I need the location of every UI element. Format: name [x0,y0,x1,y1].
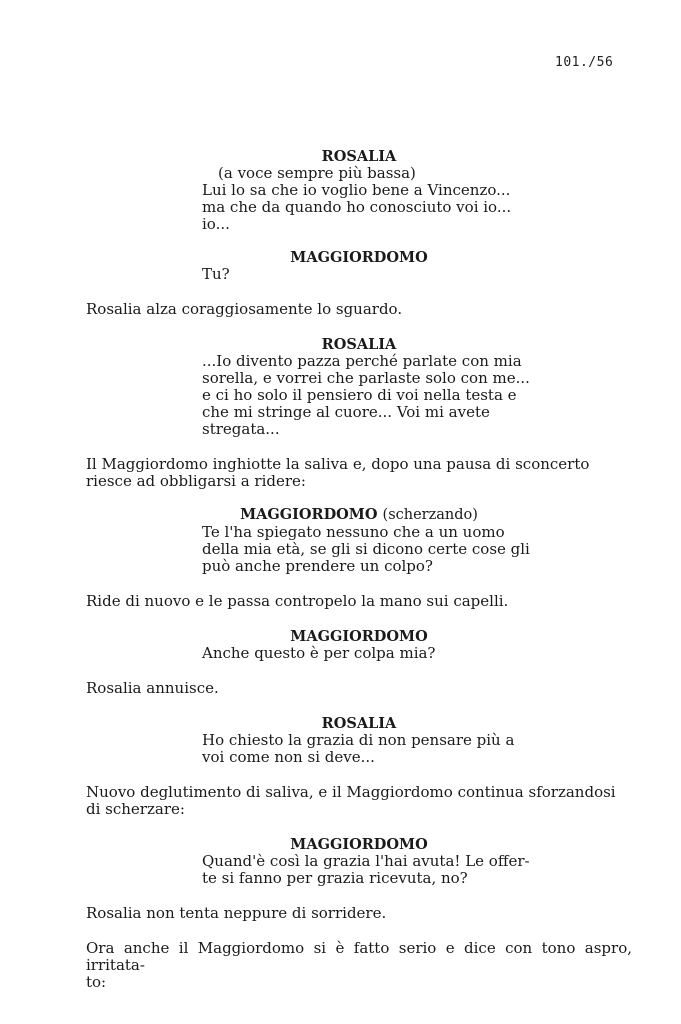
action-line: Ora anche il Maggiordomo si è fatto serio e dice con tono aspro, irritata- [86,939,632,974]
dialogue-line: io... [202,215,230,233]
dialogue-line: voi come non si deve... [202,748,375,766]
dialogue-line: sorella, e vorrei che parlaste solo con me... [202,369,530,387]
script-content [86,148,632,991]
dialogue [202,645,550,662]
action-line: Ride di nuovo e le passa contropelo la mano sui capelli. [86,592,509,610]
character-name: MAGGIORDOMO [290,628,428,645]
character-name: MAGGIORDOMO [290,836,428,853]
dialogue-line: che mi stringe al cuore... Voi mi avete [202,403,490,421]
dialogue-line: e ci ho solo il pensiero di voi nella testa e [202,386,517,404]
page-number: 101./56 [555,55,614,70]
dialogue-line: Te l'ha spiegato nessuno che a un uomo [202,523,505,541]
action-line: Nuovo deglutimento di saliva, e il Maggiordomo continua sforzandosi [86,783,616,801]
dialogue [202,353,550,438]
character-name: ROSALIA [321,336,397,353]
dialogue-line: ...Io divento pazza perché parlate con mia [202,352,522,370]
action-line: Rosalia alza coraggiosamente lo sguardo. [86,300,403,318]
character-name: MAGGIORDOMO [290,249,428,266]
action-line: Rosalia annuisce. [86,679,219,697]
dialogue [202,524,550,575]
dialogue [202,732,550,766]
dialogue [202,182,550,233]
parenthetical: (a voce sempre più bassa) [218,164,416,182]
dialogue-line: ma che da quando ho conosciuto voi io... [202,198,512,216]
character-name: ROSALIA [321,715,397,732]
action-paragraph [86,456,632,490]
dialogue-line: stregata... [202,420,280,438]
parenthetical: (scherzando) [382,507,478,523]
action-line: Il Maggiordomo inghiotte la saliva e, dopo una pausa di sconcerto [86,455,590,473]
dialogue-line: della mia età, se gli si dicono certe cose gli [202,540,530,558]
dialogue-line: Anche questo è per colpa mia? [202,644,436,662]
action-line: riesce ad obbligarsi a ridere: [86,472,306,490]
dialogue-line: Lui lo sa che io voglio bene a Vincenzo... [202,181,511,199]
dialogue-line: Quand'è così la grazia l'hai avuta! Le offer- [202,852,530,870]
dialogue-line: può anche prendere un colpo? [202,557,433,575]
character-name: ROSALIA [321,148,397,165]
action-line: to: [86,973,107,991]
action-line: Rosalia non tenta neppure di sorridere. [86,904,387,922]
dialogue-line: Ho chiesto la grazia di non pensare più a [202,731,515,749]
action-paragraph [86,784,632,818]
dialogue [202,266,550,283]
character-heading [86,506,632,524]
action-paragraph [86,940,632,991]
dialogue-line: te si fanno per grazia ricevuta, no? [202,869,468,887]
dialogue-line: Tu? [202,265,230,283]
dialogue [202,853,550,887]
action-line: di scherzare: [86,800,185,818]
character-name: MAGGIORDOMO [240,506,378,523]
